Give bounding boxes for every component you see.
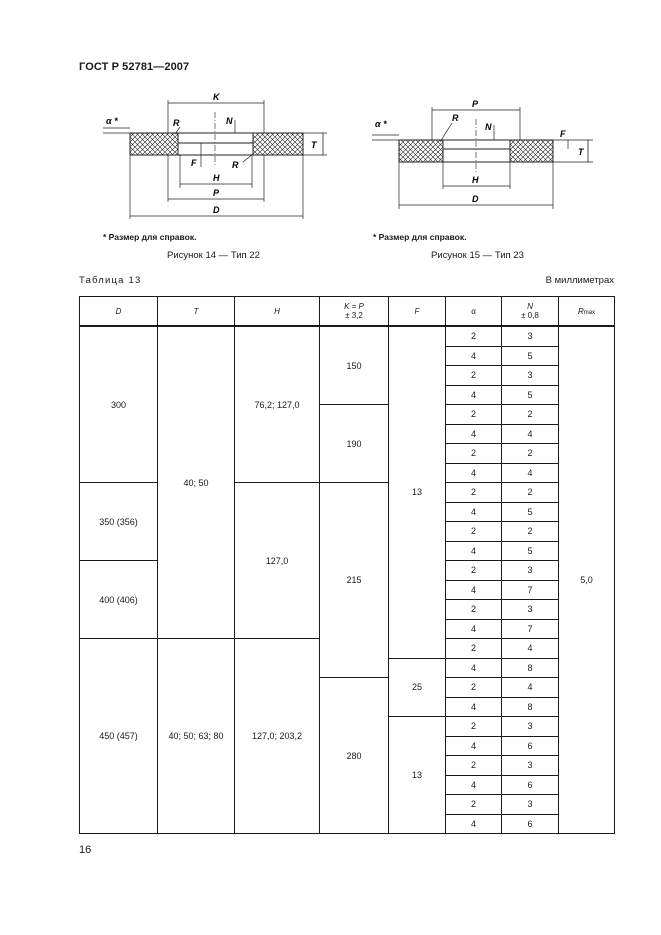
cell-alpha: 2 — [446, 756, 502, 776]
table-units: В миллиметрах — [545, 275, 614, 286]
page-number: 16 — [79, 844, 92, 856]
header-f: F — [389, 297, 446, 327]
fig15-label-r: R — [452, 113, 459, 123]
figure-15-drawing — [368, 97, 598, 217]
cell-alpha: 4 — [446, 580, 502, 600]
spec-table — [79, 296, 615, 834]
cell-alpha: 2 — [446, 561, 502, 581]
cell-n: 8 — [502, 658, 559, 678]
fig14-label-n: N — [226, 116, 233, 126]
cell-d: 300 — [80, 326, 158, 483]
cell-alpha: 2 — [446, 795, 502, 815]
cell-n: 3 — [502, 717, 559, 737]
fig15-label-n: N — [485, 122, 492, 132]
cell-n: 3 — [502, 366, 559, 386]
cell-d: 350 (356) — [80, 483, 158, 561]
cell-n: 3 — [502, 600, 559, 620]
cell-n: 3 — [502, 795, 559, 815]
cell-n: 5 — [502, 346, 559, 366]
cell-n: 4 — [502, 639, 559, 659]
cell-h: 127,0; 203,2 — [235, 639, 320, 834]
fig15-label-d: D — [472, 194, 479, 204]
cell-alpha: 4 — [446, 463, 502, 483]
cell-k-p: 280 — [320, 678, 389, 834]
cell-alpha: 4 — [446, 424, 502, 444]
cell-alpha: 4 — [446, 502, 502, 522]
fig14-label-r-top: R — [173, 118, 180, 128]
cell-n: 4 — [502, 678, 559, 698]
cell-f: 25 — [389, 658, 446, 717]
cell-n: 7 — [502, 580, 559, 600]
table-row — [80, 326, 615, 346]
cell-alpha: 2 — [446, 717, 502, 737]
document-header: ГОСТ Р 52781—2007 — [79, 61, 190, 73]
header-alpha: α — [446, 297, 502, 327]
cell-f: 13 — [389, 326, 446, 658]
cell-n: 5 — [502, 541, 559, 561]
figure-15-caption: Рисунок 15 — Тип 23 — [431, 250, 524, 261]
cell-alpha: 2 — [446, 366, 502, 386]
cell-n: 2 — [502, 522, 559, 542]
figure-15-note: * Размер для справок. — [373, 232, 467, 242]
fig14-label-d: D — [213, 205, 220, 215]
cell-alpha: 4 — [446, 775, 502, 795]
cell-t: 40; 50 — [158, 326, 235, 639]
cell-alpha: 4 — [446, 385, 502, 405]
cell-n: 4 — [502, 424, 559, 444]
cell-n: 3 — [502, 326, 559, 346]
header-h: H — [235, 297, 320, 327]
fig15-label-f: F — [560, 129, 566, 139]
fig14-label-r-bottom: R — [232, 160, 239, 170]
cell-k-p: 215 — [320, 483, 389, 678]
cell-alpha: 2 — [446, 444, 502, 464]
cell-k-p: 190 — [320, 405, 389, 483]
cell-alpha: 4 — [446, 346, 502, 366]
cell-alpha: 2 — [446, 678, 502, 698]
cell-f: 13 — [389, 717, 446, 834]
cell-alpha: 2 — [446, 600, 502, 620]
cell-alpha: 4 — [446, 541, 502, 561]
cell-t: 40; 50; 63; 80 — [158, 639, 235, 834]
cell-alpha: 4 — [446, 736, 502, 756]
header-d: D — [80, 297, 158, 327]
header-rmax: Rmax — [559, 297, 615, 327]
fig15-label-t: T — [578, 147, 584, 157]
cell-d: 400 (406) — [80, 561, 158, 639]
figure-14-caption: Рисунок 14 — Тип 22 — [167, 250, 260, 261]
cell-n: 5 — [502, 502, 559, 522]
fig14-label-t: T — [311, 140, 317, 150]
cell-alpha: 2 — [446, 326, 502, 346]
cell-alpha: 4 — [446, 658, 502, 678]
header-n: N ± 0,8 — [502, 297, 559, 327]
table-header-row — [80, 297, 615, 327]
cell-alpha: 4 — [446, 619, 502, 639]
cell-n: 5 — [502, 385, 559, 405]
cell-n: 6 — [502, 775, 559, 795]
cell-alpha: 2 — [446, 405, 502, 425]
cell-n: 3 — [502, 756, 559, 776]
cell-n: 2 — [502, 444, 559, 464]
cell-rmax: 5,0 — [559, 326, 615, 834]
fig14-label-k: K — [213, 92, 220, 102]
cell-d: 450 (457) — [80, 639, 158, 834]
cell-n: 2 — [502, 483, 559, 503]
cell-n: 3 — [502, 561, 559, 581]
fig15-label-alpha: α * — [375, 119, 387, 129]
fig14-label-f: F — [191, 158, 197, 168]
fig14-label-p: P — [213, 188, 220, 198]
fig14-label-h: H — [213, 173, 220, 183]
header-t: T — [158, 297, 235, 327]
cell-alpha: 4 — [446, 697, 502, 717]
fig14-label-alpha: α * — [106, 116, 118, 126]
cell-alpha: 2 — [446, 639, 502, 659]
fig15-label-p: P — [472, 99, 479, 109]
cell-alpha: 2 — [446, 522, 502, 542]
cell-n: 8 — [502, 697, 559, 717]
table-title: Таблица 13 — [79, 275, 142, 286]
figure-14-note: * Размер для справок. — [103, 232, 197, 242]
cell-h: 127,0 — [235, 483, 320, 639]
cell-n: 6 — [502, 736, 559, 756]
figure-14-drawing — [95, 92, 335, 227]
header-k-p: K = P ± 3,2 — [320, 297, 389, 327]
cell-h: 76,2; 127,0 — [235, 326, 320, 483]
cell-n: 2 — [502, 405, 559, 425]
fig15-label-h: H — [472, 175, 479, 185]
cell-alpha: 4 — [446, 814, 502, 834]
cell-k-p: 150 — [320, 326, 389, 405]
cell-n: 6 — [502, 814, 559, 834]
cell-n: 7 — [502, 619, 559, 639]
cell-alpha: 2 — [446, 483, 502, 503]
cell-n: 4 — [502, 463, 559, 483]
